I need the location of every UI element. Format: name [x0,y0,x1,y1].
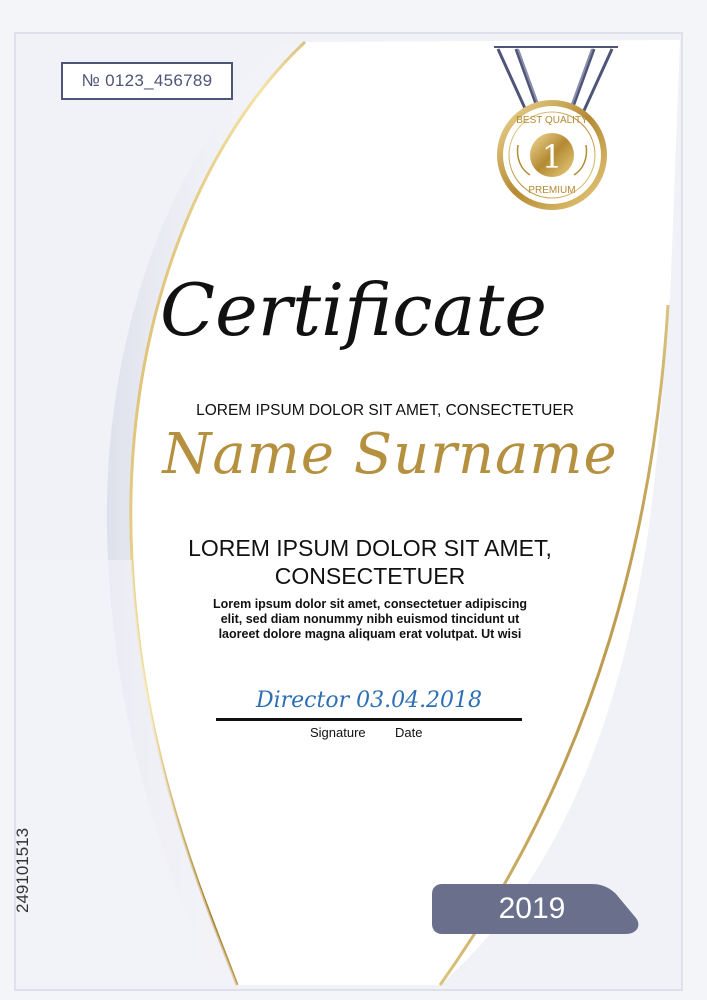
signature-line [216,718,522,721]
intro-line: LOREM IPSUM DOLOR SIT AMET, CONSECTETUER [196,402,574,419]
recipient-name: Name Surname [162,422,618,487]
body-line-2: elit, sed diam nonummy nibh euismod tincidunt ut [220,612,520,626]
signature-label: Signature [310,725,366,740]
stock-id-text: 249101513 [13,827,32,913]
medal-number: 1 [541,138,563,176]
certificate-title: Certificate [160,268,547,352]
headline-line-2: CONSECTETUER [274,563,466,589]
signature-value: Director 03.04.2018 [255,688,483,713]
medal-top-text: BEST QUALITY [516,115,588,126]
year-text: 2019 [498,892,566,925]
stock-id-watermark [6,773,36,913]
body-line-1: Lorem ipsum dolor sit amet, consectetuer adipiscing [213,597,527,611]
headline-line-1: LOREM IPSUM DOLOR SIT AMET, [188,535,552,561]
body-line-3: laoreet dolore magna aliquam erat volutpat. Ut wisi [218,627,522,641]
medal-icon [490,45,620,220]
medal-bottom-text: PREMIUM [528,185,576,196]
headline [0,534,707,590]
date-label: Date [395,725,423,740]
body-text [0,597,707,642]
certificate-number: № 0123_456789 [61,62,233,100]
